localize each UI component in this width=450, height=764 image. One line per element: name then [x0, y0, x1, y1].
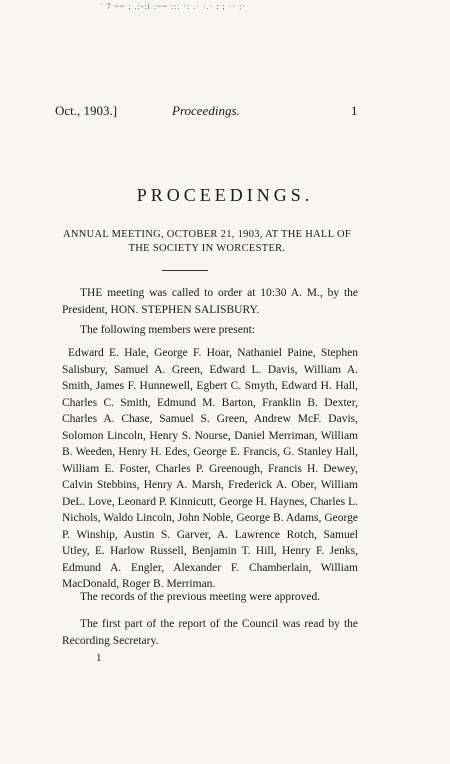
meeting-subtitle: ANNUAL MEETING, OCTOBER 21, 1903, AT THE HALL OF THE SOCIETY IN WORCESTER. — [62, 229, 352, 254]
call-to-order-paragraph: THE meeting was called to order at 10:30 A. M., by the President, HON. STEPHEN SALISBURY. — [62, 287, 358, 316]
divider-rule — [162, 270, 208, 271]
header-section-title: Proceedings. — [172, 103, 240, 118]
running-head — [55, 103, 365, 123]
signature-mark: 1 — [96, 652, 102, 664]
members-list-paragraph: Edward E. Hale, George F. Hoar, Nathaniel Paine, Stephen Salisbury, Samuel A. Green, Edward L. Davis, William A. Smith, James F. Hunnewell, Egbert C. Smyth, Edward H. Hall, Charles C. Smith, Edmund M. Barton, Franklin B. Dexter, Charles A. Chase, Samuel S. Green, Andrew McF. Davis, Solomon Lincoln, Henry S. Nourse, Daniel Merriman, William B. Weeden, Henry H. Edes, George E. Francis, G. Stanley Hall, William E. Foster, Charles P. Greenough, Francis H. Dewey, Calvin Stebbins, Henry A. Marsh, Frederick A. Ober, William DeL. Love, Leonard P. Kinnicutt, George H. Haynes, Charles L. Nichols, Waldo Lincoln, John Noble, George B. Adams, George P. Winship, Austin S. Garver, A. Lawrence Rotch, Samuel Utley, E. Harlow Russell, Benjamin T. Hill, Henry F. Jenks, Edmund A. Engler, Alexander F. Chamberlain, William MacDonald, Roger B. Merriman. — [62, 347, 358, 590]
page-title: PROCEEDINGS. — [136, 185, 314, 205]
records-paragraph: The records of the previous meeting were approved. — [80, 591, 321, 603]
council-report-paragraph: The first part of the report of the Council was read by the Recording Secretary. — [62, 618, 358, 647]
members-intro-paragraph: The following members were present: — [80, 324, 255, 336]
header-date: Oct., 1903.] — [55, 103, 118, 118]
top-printing-marks: ` 7 ~~ ; .:-:i :~~ ::: ·: .· ·.· : ; ·· :· — [100, 2, 246, 10]
header-page-number: 1 — [351, 103, 358, 118]
